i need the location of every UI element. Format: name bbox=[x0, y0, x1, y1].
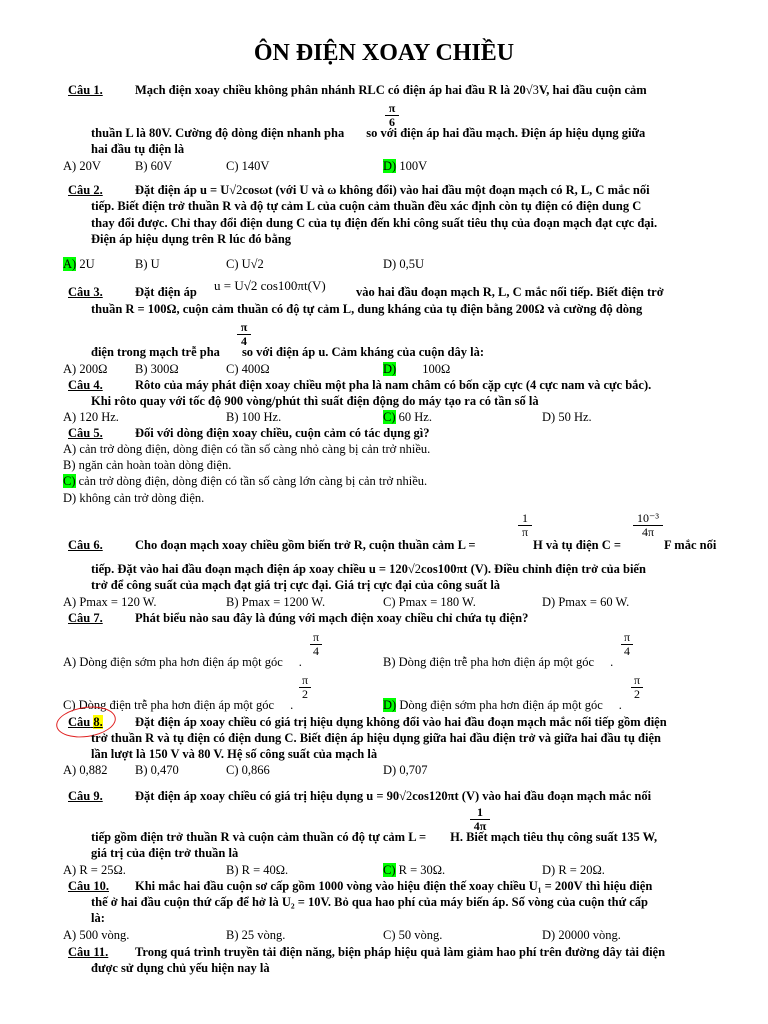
q10-option-a: A) 500 vòng. bbox=[63, 928, 130, 942]
answer-highlight: C) bbox=[383, 410, 396, 424]
answer-highlight: D) bbox=[383, 698, 397, 712]
q1-option-c: C) 140V bbox=[226, 159, 270, 173]
q7-option-b: B) Dòng điện trễ pha hơn điện áp một góc . bbox=[383, 655, 614, 669]
q2-label: Câu 2. bbox=[68, 183, 103, 197]
q9-label: Câu 9. bbox=[68, 789, 103, 803]
q6-line3: trở để công suất của mạch đạt giá trị cực đại. Giá trị cực đại của công suất là bbox=[91, 578, 501, 592]
q2-option-b: B) U bbox=[135, 257, 160, 271]
q11-line2: được sử dụng chủ yếu hiện nay là bbox=[91, 961, 270, 975]
q7-fraction-c: $\frac{\pi}{2}$ bbox=[299, 674, 311, 701]
q4-option-b: B) 100 Hz. bbox=[226, 410, 282, 424]
q4-option-c: C) 60 Hz. bbox=[383, 410, 432, 424]
q6-fraction-l: $\frac{1}{\pi}$ bbox=[518, 512, 532, 539]
q1-option-b: B) 60V bbox=[135, 159, 173, 173]
q4-line1: Câu 4. Rôto của máy phát điện xoay chiều một pha là nam châm có bốn cặp cực (4 cực nam và cực bắc). bbox=[68, 378, 652, 392]
q2-line2: tiếp. Biết điện trở thuần R và độ tự cảm L của cuộn cảm thuần đều xác định còn tụ điện có điện dung C bbox=[91, 199, 642, 213]
q1-option-a: A) 20V bbox=[63, 159, 101, 173]
q6-line1: Câu 6. Cho đoạn mạch xoay chiều gồm biến trở R, cuộn thuần cảm L = bbox=[68, 538, 476, 552]
yellow-highlight: 8. bbox=[93, 715, 103, 729]
answer-highlight: C) bbox=[63, 474, 76, 488]
q5-option-b: B) ngăn cản hoàn toàn dòng điện. bbox=[63, 458, 232, 472]
q3-formula: u = U√2 cos100πt(V) bbox=[214, 278, 326, 293]
q1-line3: hai đầu tụ điện là bbox=[91, 142, 185, 156]
q5-line1: Câu 5. Đối với dòng điện xoay chiều, cuộn cảm có tác dụng gì? bbox=[68, 426, 430, 440]
q10-option-b: B) 25 vòng. bbox=[226, 928, 286, 942]
q8-line1: Câu 8. Đặt điện áp xoay chiều có giá trị hiệu dụng không đổi vào hai đầu đoạn mạch mắc nối tiếp gồm điện bbox=[68, 715, 667, 729]
q7-fraction-a: $\frac{\pi}{4}$ bbox=[310, 631, 322, 658]
q7-fraction-d: $\frac{\pi}{2}$ bbox=[631, 674, 643, 701]
q3-line3: điện trong mạch trễ pha so với điện áp u. Cảm kháng của cuộn dây là: bbox=[91, 345, 484, 359]
q3-option-b: B) 300Ω bbox=[135, 362, 179, 376]
q2-line4: Điện áp hiệu dụng trên R lúc đó bằng bbox=[91, 232, 292, 246]
q11-line1: Câu 11. Trong quá trình truyền tải điện năng, biện pháp hiệu quả làm giảm hao phí trên đường dây tải điện bbox=[68, 945, 666, 959]
q3-option-d: D) 100Ω bbox=[383, 362, 451, 376]
answer-highlight: A) bbox=[63, 257, 77, 271]
page-title: ÔN ĐIỆN XOAY CHIỀU bbox=[253, 40, 515, 66]
q1-line1: Câu 1. Mạch điện xoay chiều không phân nhánh RLC có điện áp hai đầu R là 20√3V, hai đầu cuộn cảm bbox=[68, 83, 647, 97]
q3-line2: thuần R = 100Ω, cuộn cảm thuần có độ tự cảm L, dung kháng của tụ điện bằng 200Ω và cường độ dòng bbox=[91, 302, 643, 316]
q10-option-c: C) 50 vòng. bbox=[383, 928, 443, 942]
q2-option-a: A) 2U bbox=[63, 257, 95, 271]
q8-option-a: A) 0,882 bbox=[63, 763, 108, 777]
answer-highlight: D) bbox=[383, 362, 397, 376]
q5-option-d: D) không cản trở dòng điện. bbox=[63, 491, 205, 505]
q2-line3: thay đổi được. Chỉ thay đổi điện dung C của tụ điện đến khi công suất tiêu thụ của đoạn mạch đạt cực đại. bbox=[91, 216, 658, 230]
q9-fraction: $\frac{1}{4\pi}$ bbox=[470, 806, 490, 833]
q7-fraction-b: $\frac{\pi}{4}$ bbox=[621, 631, 633, 658]
q11-label: Câu 11. bbox=[68, 945, 109, 959]
q10-line2: thế ở hai đầu cuộn thứ cấp để hở là U₂ = 10V. Bỏ qua hao phí của máy biến áp. Số vòng của cuộn thứ cấp bbox=[91, 895, 648, 909]
q6-line1c: F mắc nối bbox=[664, 538, 717, 552]
q3-line1b: vào hai đầu đoạn mạch R, L, C mắc nối tiếp. Biết điện trở bbox=[356, 285, 664, 299]
q6-option-d: D) Pmax = 60 W. bbox=[542, 595, 630, 609]
q8-line3: lần lượt là 150 V và 80 V. Hệ số công suất của mạch là bbox=[91, 747, 378, 761]
q6-option-c: C) Pmax = 180 W. bbox=[383, 595, 476, 609]
q7-label: Câu 7. bbox=[68, 611, 103, 625]
q2-line1: Câu 2. Đặt điện áp u = U√2cosωt (với U và ω không đổi) vào hai đầu một đoạn mạch có R, L, C mắc nối bbox=[68, 183, 650, 197]
q6-option-a: A) Pmax = 120 W. bbox=[63, 595, 157, 609]
q1-line2: thuần L là 80V. Cường độ dòng điện nhanh pha so với điện áp hai đầu mạch. Điện áp hiệu dụng giữa bbox=[91, 126, 646, 140]
answer-highlight: C) bbox=[383, 863, 396, 877]
q3-fraction: $\frac{\pi}{4}$ bbox=[237, 321, 251, 348]
q1-label: Câu 1. bbox=[68, 83, 103, 97]
q5-option-a: A) cản trở dòng điện, dòng điện có tần số càng nhỏ càng bị cản trở nhiều. bbox=[63, 442, 431, 456]
q4-label: Câu 4. bbox=[68, 378, 103, 392]
q4-option-a: A) 120 Hz. bbox=[63, 410, 119, 424]
q6-line1b: H và tụ điện C = bbox=[533, 538, 622, 552]
q8-option-d: D) 0,707 bbox=[383, 763, 428, 777]
q7-option-c: C) Dòng điện trễ pha hơn điện áp một góc . bbox=[63, 698, 294, 712]
q10-line1: Câu 10. Khi mắc hai đầu cuộn sơ cấp gồm 1000 vòng vào hiệu điện thế xoay chiều U₁ = 200V thì hiệu điện bbox=[68, 879, 653, 893]
q10-line3: là: bbox=[91, 911, 105, 925]
q5-option-c: C) cản trở dòng điện, dòng điện có tần số càng lớn càng bị cản trở nhiều. bbox=[63, 474, 428, 488]
q3-line1: Câu 3. Đặt điện áp bbox=[68, 285, 197, 299]
q9-option-b: B) R = 40Ω. bbox=[226, 863, 289, 877]
q4-line2: Khi rôto quay với tốc độ 900 vòng/phút thì suất điện động do máy tạo ra có tần số là bbox=[91, 394, 539, 408]
q1-option-d: D) 100V bbox=[383, 159, 428, 173]
q5-label: Câu 5. bbox=[68, 426, 103, 440]
q7-option-a: A) Dòng điện sớm pha hơn điện áp một góc . bbox=[63, 655, 302, 669]
q6-line2: tiếp. Đặt vào hai đầu đoạn mạch điện áp xoay chiều u = 120√2cos100πt (V). Điều chỉnh điện trở của biến bbox=[91, 562, 646, 576]
q9-line3: giá trị của điện trở thuần là bbox=[91, 846, 239, 860]
q6-fraction-c: $\frac{\text{10⁻³}}{4\pi}$ bbox=[633, 512, 663, 539]
q10-label: Câu 10. bbox=[68, 879, 109, 893]
q3-option-a: A) 200Ω bbox=[63, 362, 108, 376]
answer-highlight: D) bbox=[383, 159, 397, 173]
q9-option-a: A) R = 25Ω. bbox=[63, 863, 126, 877]
q1-fraction: $\frac{\pi}{6}$ bbox=[385, 102, 399, 129]
q8-option-c: C) 0,866 bbox=[226, 763, 270, 777]
q8-option-b: B) 0,470 bbox=[135, 763, 179, 777]
q8-line2: trở thuần R và tụ điện có điện dung C. Biết điện áp hiệu dụng giữa hai đầu điện trở và giữa hai đầu tụ điện bbox=[91, 731, 661, 745]
q3-option-c: C) 400Ω bbox=[226, 362, 270, 376]
q4-option-d: D) 50 Hz. bbox=[542, 410, 592, 424]
q2-option-d: D) 0,5U bbox=[383, 257, 424, 271]
q10-option-d: D) 20000 vòng. bbox=[542, 928, 621, 942]
q8-label: Câu 8. bbox=[68, 715, 103, 729]
q3-label: Câu 3. bbox=[68, 285, 103, 299]
q9-line2: tiếp gồm điện trở thuần R và cuộn cảm thuần có độ tự cảm L = H. Biết mạch tiêu thụ công suất 135 W, bbox=[91, 830, 658, 844]
q6-label: Câu 6. bbox=[68, 538, 103, 552]
q9-option-d: D) R = 20Ω. bbox=[542, 863, 605, 877]
q7-option-d: D) Dòng điện sớm pha hơn điện áp một góc . bbox=[383, 698, 622, 712]
q2-option-c: C) U√2 bbox=[226, 257, 264, 271]
q9-option-c: C) R = 30Ω. bbox=[383, 863, 446, 877]
q6-option-b: B) Pmax = 1200 W. bbox=[226, 595, 326, 609]
q7-line1: Câu 7. Phát biểu nào sau đây là đúng với mạch điện xoay chiều chỉ chứa tụ điện? bbox=[68, 611, 529, 625]
q9-line1: Câu 9. Đặt điện áp xoay chiều có giá trị hiệu dụng u = 90√2cos120πt (V) vào hai đầu đoạn mạch mắc nối bbox=[68, 789, 652, 803]
